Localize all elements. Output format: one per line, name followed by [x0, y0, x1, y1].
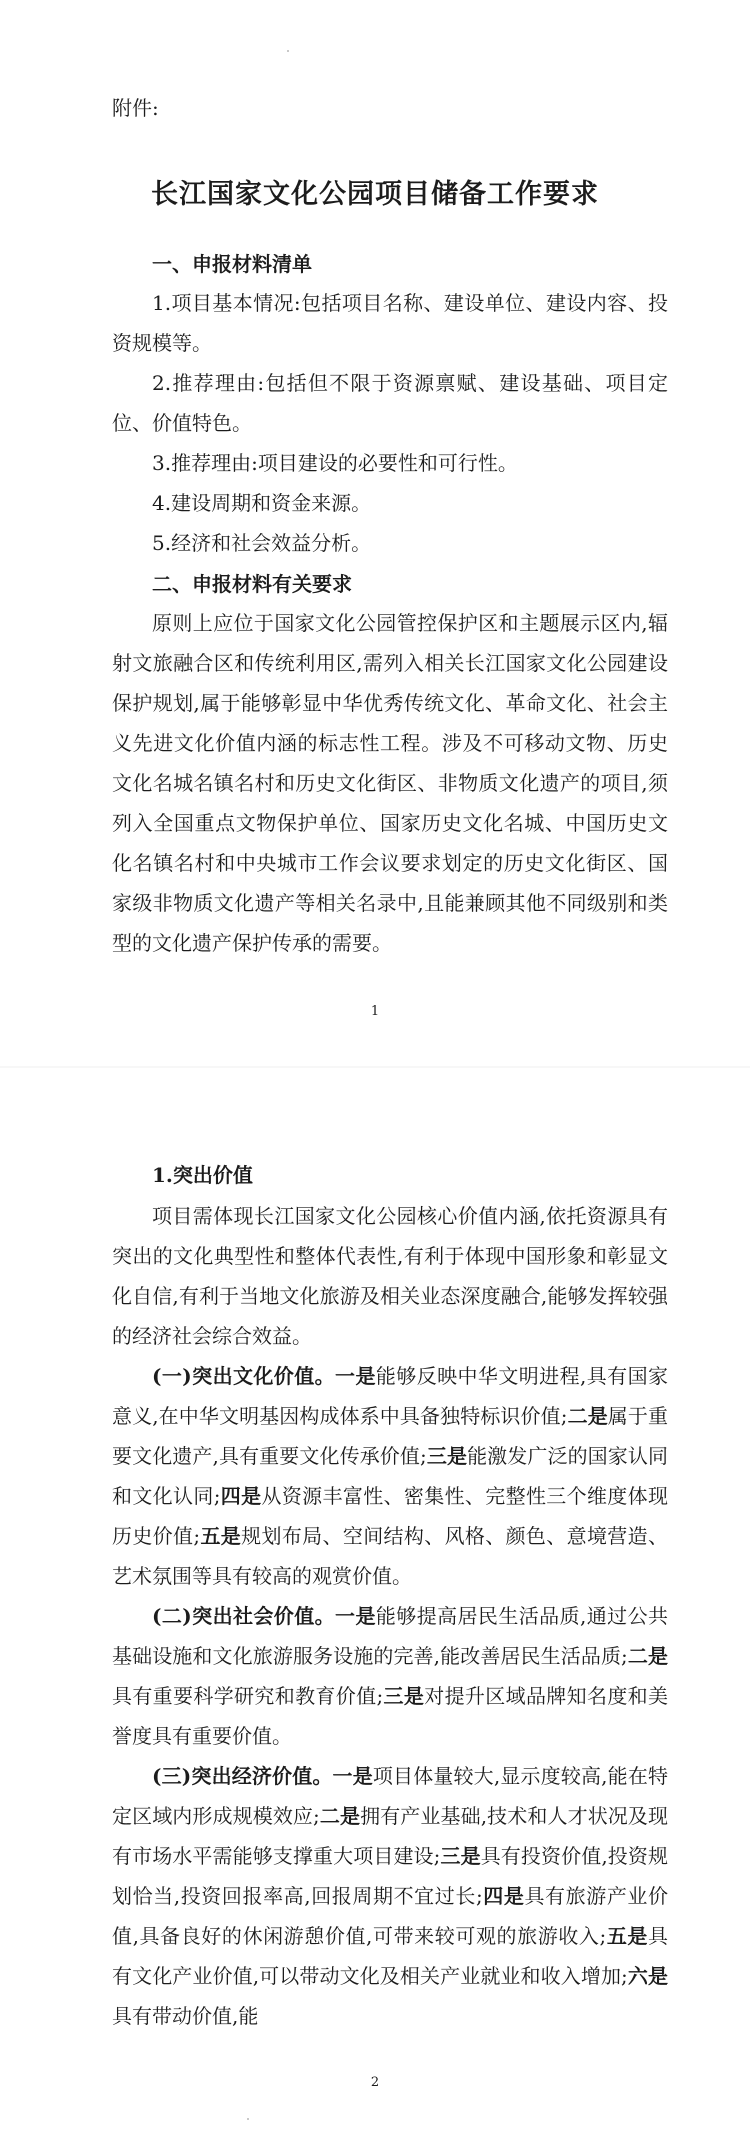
point-text: 具有投资价值,投资规划恰当,投资回报率高,回报周期不宜过长; [112, 1844, 668, 1908]
economic-value-paragraph [112, 1756, 668, 2036]
section-heading-requirements: 二、申报材料有关要求 [152, 572, 352, 596]
point-marker: 五是 [606, 1924, 649, 1948]
principle-paragraph: 原则上应位于国家文化公园管控保护区和主题展示区内,辐射文旅融合区和传统利用区,需列入相关长江国家文化公园建设保护规划,属于能够彰显中华优秀传统文化、革命文化、社会主义先进文化价值内涵的标志性工程。涉及不可移动文物、历史文化名城名镇名村和历史文化街区、非物质文化遗产的项目,须列入全国重点文物保护单位、国家历史文化名城、中国历史文化名镇名村和中央城市工作会议要求划定的历史文化街区、国家级非物质文化遗产等相关名录中,且能兼顾其他不同级别和类型的文化遗产保护传承的需要。 [112, 611, 668, 955]
point-text: 具有文化产业价值,可以带动文化及相关产业就业和收入增加; [112, 1924, 669, 1988]
point-marker: 一是 [335, 1364, 376, 1388]
economic-value-label: (三)突出经济价值。 [152, 1764, 333, 1788]
point-text: 对提升区域品牌知名度和美誉度具有重要价值。 [112, 1684, 669, 1748]
cultural-value-paragraph [112, 1356, 668, 1596]
point-marker: 二是 [567, 1404, 608, 1428]
point-text: 具有旅游产业价值,具备良好的休闲游憩价值,可带来较可观的旅游收入; [112, 1884, 669, 1948]
point-marker: 三是 [440, 1844, 481, 1868]
point-marker: 一是 [335, 1604, 376, 1628]
document-title: 长江国家文化公园项目储备工作要求 [151, 179, 599, 210]
point-text: 能够提高居民生活品质,通过公共基础设施和文化旅游服务设施的完善,能改善居民生活品质; [112, 1604, 668, 1668]
point-text: 具有重要科学研究和教育价值; [112, 1684, 384, 1708]
list-item-recommendation-reason: 2.推荐理由:包括但不限于资源禀赋、建设基础、项目定位、价值特色。 [112, 371, 668, 435]
scan-speck [247, 2118, 249, 2120]
point-marker: 三是 [426, 1444, 468, 1468]
point-text: 能够反映中华文明进程,具有国家意义,在中华文明基因构成体系中具备独特标识价值; [112, 1364, 668, 1428]
point-marker: 一是 [332, 1764, 373, 1788]
point-text: 属于重要文化遗产,具有重要文化传承价值; [112, 1404, 669, 1468]
point-marker: 三是 [383, 1684, 425, 1708]
point-marker: 四是 [482, 1884, 525, 1908]
page-number: 2 [370, 2075, 380, 2090]
list-item-benefit-analysis: 5.经济和社会效益分析。 [152, 531, 372, 555]
point-text: 拥有产业基础,技术和人才状况及现有市场水平需能够支撑重大项目建设; [112, 1804, 668, 1868]
intro-paragraph: 项目需体现长江国家文化公园核心价值内涵,依托资源具有突出的文化典型性和整体代表性,有利于体现中国形象和彰显文化自信,有利于当地文化旅游及相关业态深度融合,能够发挥较强的经济社会综合效益。 [112, 1204, 668, 1348]
point-text: 项目体量较大,显示度较高,能在特定区域内形成规模效应; [112, 1764, 669, 1828]
list-item-basic-info: 1.项目基本情况:包括项目名称、建设单位、建设内容、投资规模等。 [112, 291, 668, 355]
point-marker: 四是 [220, 1484, 262, 1508]
point-marker: 二是 [627, 1644, 668, 1668]
list-item-cycle-funding: 4.建设周期和资金来源。 [152, 491, 372, 515]
scan-speck [287, 50, 289, 52]
document-page-2 [0, 1068, 750, 2136]
point-text: 能激发广泛的国家认同和文化认同; [112, 1444, 668, 1508]
point-marker: 五是 [200, 1524, 242, 1548]
point-marker: 二是 [319, 1804, 361, 1828]
list-item-necessity-feasibility: 3.推荐理由:项目建设的必要性和可行性。 [152, 451, 518, 475]
social-value-paragraph [112, 1596, 668, 1756]
point-text: 从资源丰富性、密集性、完整性三个维度体现历史价值; [112, 1484, 668, 1548]
social-value-label: (二)突出社会价值。 [152, 1604, 336, 1628]
cultural-value-label: (一)突出文化价值。 [152, 1364, 336, 1388]
heading-outstanding-value: 1.突出价值 [152, 1163, 253, 1187]
page-number: 1 [370, 1004, 380, 1019]
point-marker: 六是 [627, 1964, 668, 1988]
point-text: 规划布局、空间结构、风格、颜色、意境营造、艺术氛围等具有较高的观赏价值。 [112, 1524, 668, 1588]
point-text: 具有带动价值,能 [112, 2004, 259, 2028]
attachment-label: 附件: [112, 96, 159, 120]
section-heading-materials-list: 一、申报材料清单 [152, 252, 312, 276]
